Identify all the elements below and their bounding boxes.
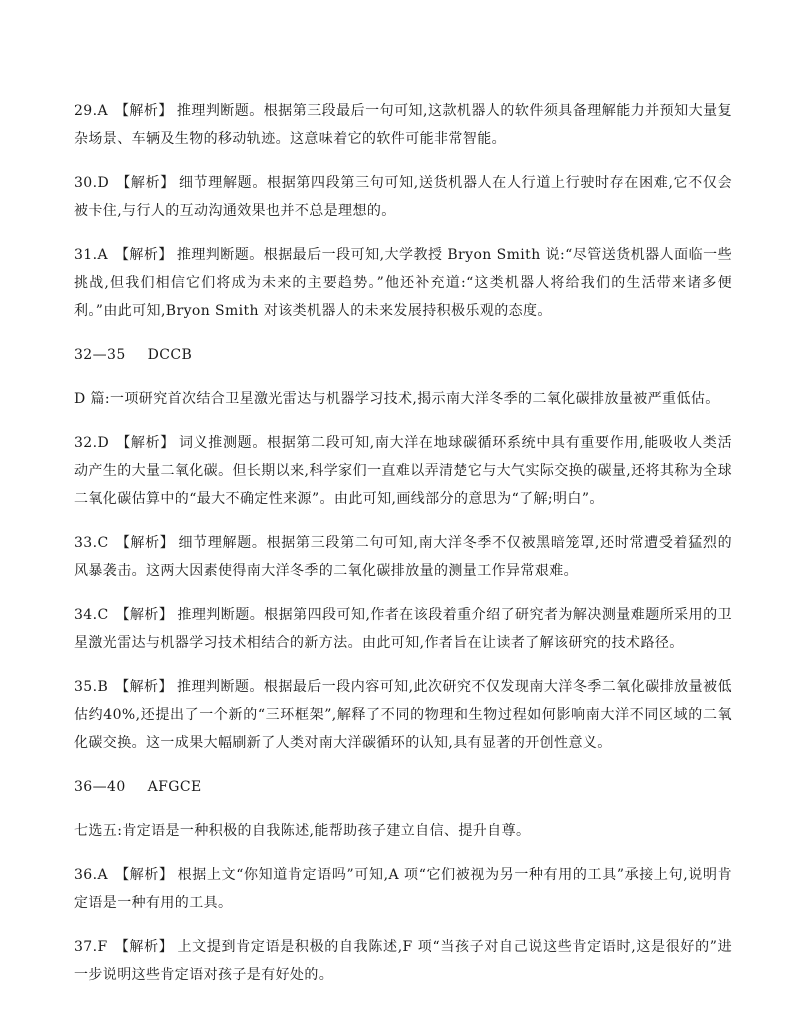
answer-item-31 [74,241,732,325]
question-number: 29.A [74,103,108,119]
question-number: 31.A [74,247,108,263]
analysis-tag: 【解析】 [115,607,174,623]
passage-d-summary: D 篇:一项研究首次结合卫星激光雷达与机器学习技术,揭示南大洋冬季的二氧化碳排放量被严重低估。 [74,391,720,407]
seven-choice-summary: 七选五:肯定语是一种积极的自我陈述,能帮助孩子建立自信、提升自尊。 [74,823,531,839]
analysis-text: 细节理解题。根据第四段第三句可知,送货机器人在人行道上行驶时存在困难,它不仅会被卡住,与行人的互动沟通效果也并不总是理想的。 [74,175,733,219]
analysis-text: 细节理解题。根据第三段第二句可知,南大洋冬季不仅被黑暗笼罩,还时常遭受着猛烈的风暴袭击。这两大因素使得南大洋冬季的二氧化碳排放量的测量工作异常艰难。 [74,535,732,579]
answer-item-34 [74,601,732,657]
answer-item-29 [74,97,732,153]
range-answers: AFGCE [147,779,202,795]
answer-item-37 [74,933,732,989]
analysis-text: 推理判断题。根据最后一段内容可知,此次研究不仅发现南大洋冬季二氧化碳排放量被低估约40%,还提出了一个新的“三环框架”,解释了不同的物理和生物过程如何影响南大洋不同区域的二氧化碳交换。这一成果大幅刷新了人类对南大洋碳循环的认知,具有显著的开创性意义。 [74,679,732,751]
analysis-tag: 【解析】 [116,435,175,451]
analysis-text: 推理判断题。根据第三段最后一句可知,这款机器人的软件须具备理解能力并预知大量复杂场景、车辆及生物的移动轨迹。这意味着它的软件可能非常智能。 [74,103,732,147]
range-answers: DCCB [147,347,193,363]
question-number: 32.D [74,435,110,451]
question-number: 35.B [74,679,109,695]
question-number: 30.D [74,175,110,191]
analysis-text: 根据上文“你知道肯定语吗”可知,A 项“它们被视为另一种有用的工具”承接上句,说明肯定语是一种有用的工具。 [74,867,732,911]
answer-range-32-35 [74,341,732,369]
analysis-tag: 【解析】 [114,103,173,119]
answer-item-32 [74,429,732,513]
analysis-text: 推理判断题。根据第四段可知,作者在该段着重介绍了研究者为解决测量难题所采用的卫星激光雷达与机器学习技术相结合的新方法。由此可知,作者旨在让读者了解该研究的技术路径。 [74,607,732,651]
question-number: 37.F [74,939,108,955]
analysis-tag: 【解析】 [115,535,175,551]
question-range: 32—35 [74,347,126,363]
analysis-text: 推理判断题。根据最后一段可知,大学教授 Bryon Smith 说:“尽管送货机器人面临一些挑战,但我们相信它们将成为未来的主要趋势。”他还补充道:“这类机器人将给我们的生活带来诸多便利。”由此可知,Bryon Smith 对该类机器人的未来发展持积极乐观的态度。 [74,247,732,319]
question-range: 36—40 [74,779,126,795]
question-number: 36.A [74,867,108,883]
answer-item-36 [74,861,732,917]
analysis-tag: 【解析】 [114,939,174,955]
answer-range-36-40 [74,773,732,801]
answer-item-33 [74,529,732,585]
answer-item-30 [74,169,732,225]
question-number: 34.C [74,607,109,623]
analysis-text: 词义推测题。根据第二段可知,南大洋在地球碳循环系统中具有重要作用,能吸收人类活动产生的大量二氧化碳。但长期以来,科学家们一直难以弄清楚它与大气实际交换的碳量,还将其称为全球二氧化碳估算中的“最大不确定性来源”。由此可知,画线部分的意思为“了解;明白”。 [74,435,733,507]
analysis-tag: 【解析】 [114,247,173,263]
answer-item-35 [74,673,732,757]
analysis-tag: 【解析】 [116,175,175,191]
question-number: 33.C [74,535,109,551]
analysis-tag: 【解析】 [115,679,174,695]
analysis-text: 上文提到肯定语是积极的自我陈述,F 项“当孩子对自己说这些肯定语时,这是很好的”进一步说明这些肯定语对孩子是有好处的。 [74,939,732,983]
analysis-tag: 【解析】 [115,867,174,883]
